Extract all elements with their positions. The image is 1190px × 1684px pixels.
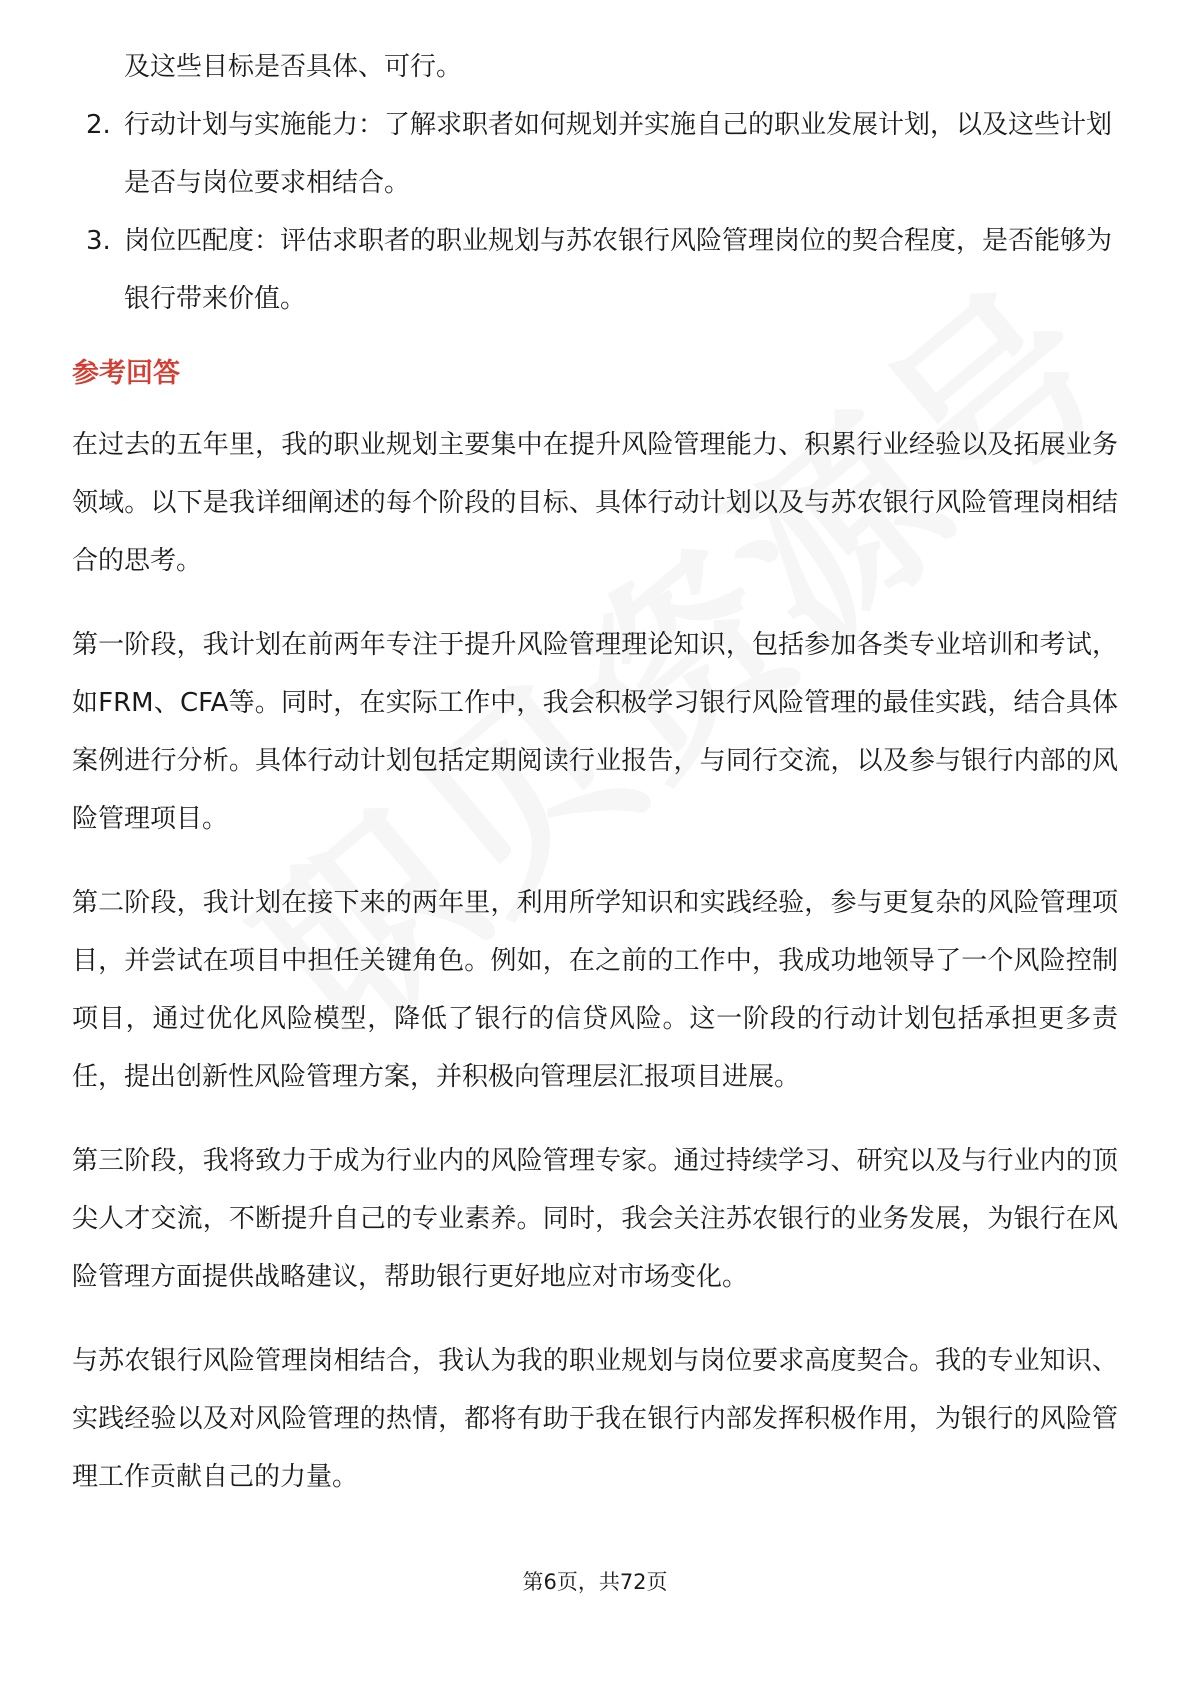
criteria-number: 2. — [86, 110, 111, 140]
answer-paragraph-intro: 在过去的五年里，我的职业规划主要集中在提升风险管理能力、积累行业经验以及拓展业务领域。以下是我详细阐述的每个阶段的目标、具体行动计划以及与苏农银行风险管理岗相结合的思考。 — [72, 430, 1118, 576]
section-title: 参考回答 — [72, 358, 180, 389]
criteria-text: 岗位匹配度：评估求职者的职业规划与苏农银行风险管理岗位的契合程度，是否能够为银行带来价值。 — [124, 226, 1113, 314]
criteria-number: 3. — [86, 226, 111, 256]
answer-paragraph-stage-3: 第三阶段，我将致力于成为行业内的风险管理专家。通过持续学习、研究以及与行业内的顶尖人才交流，不断提升自己的专业素养。同时，我会关注苏农银行的业务发展，为银行在风险管理方面提供战略建议，帮助银行更好地应对市场变化。 — [72, 1146, 1118, 1292]
answer-paragraph-stage-1: 第一阶段，我计划在前两年专注于提升风险管理理论知识，包括参加各类专业培训和考试，如FRM、CFA等。同时，在实际工作中，我会积极学习银行风险管理的最佳实践，结合具体案例进行分析。具体行动计划包括定期阅读行业报告，与同行交流，以及参与银行内部的风险管理项目。 — [72, 630, 1118, 834]
criteria-item — [72, 96, 1118, 212]
answer-paragraph-stage-2: 第二阶段，我计划在接下来的两年里，利用所学知识和实践经验，参与更复杂的风险管理项目，并尝试在项目中担任关键角色。例如，在之前的工作中，我成功地领导了一个风险控制项目，通过优化风险模型，降低了银行的信贷风险。这一阶段的行动计划包括承担更多责任，提出创新性风险管理方案，并积极向管理层汇报项目进展。 — [72, 888, 1118, 1092]
page-number-footer: 第6页，共72页 — [522, 1570, 668, 1594]
criteria-list — [72, 96, 1118, 328]
criteria-item — [72, 212, 1118, 328]
answer-paragraph-conclusion: 与苏农银行风险管理岗相结合，我认为我的职业规划与岗位要求高度契合。我的专业知识、实践经验以及对风险管理的热情，都将有助于我在银行内部发挥积极作用，为银行的风险管理工作贡献自己的力量。 — [72, 1346, 1118, 1492]
page-content — [72, 38, 1118, 1532]
criteria-text: 行动计划与实施能力：了解求职者如何规划并实施自己的职业发展计划，以及这些计划是否与岗位要求相结合。 — [124, 110, 1113, 198]
criteria-continuation: 及这些目标是否具体、可行。 — [124, 52, 463, 82]
